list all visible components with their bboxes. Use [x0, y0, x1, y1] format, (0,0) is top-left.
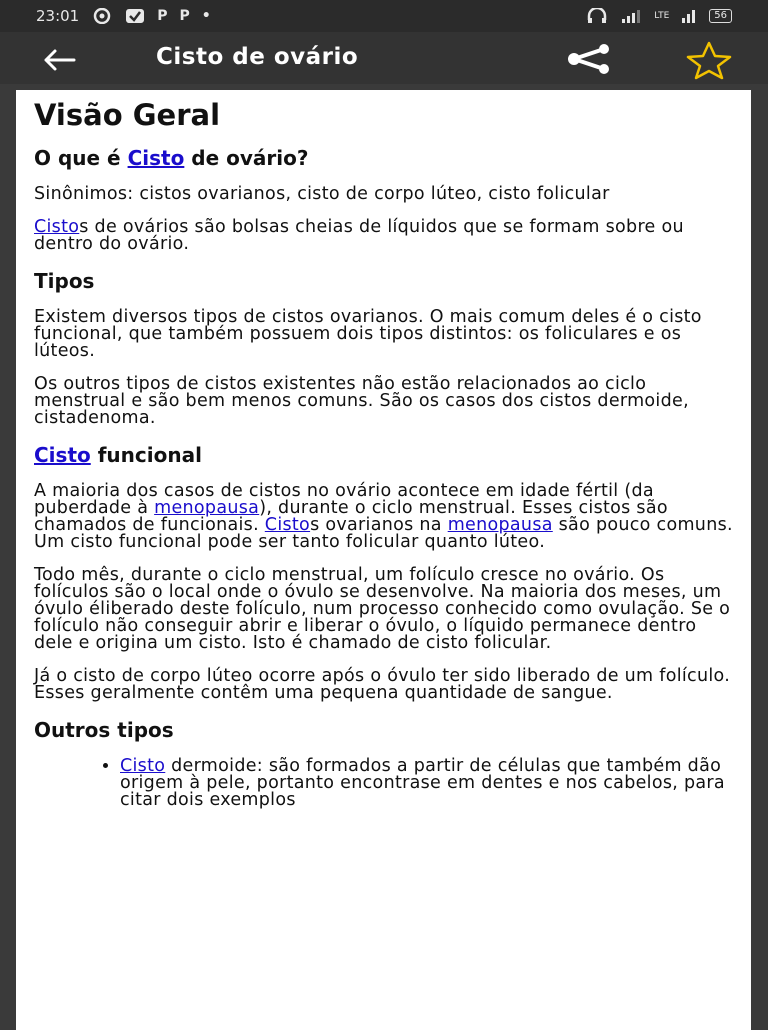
- status-bar: [0, 0, 768, 32]
- heading-text: funcional: [90, 443, 202, 467]
- luteal-paragraph: Já o cisto de corpo lúteo ocorre após o óvulo ter sido liberado de um folículo. Esses geralmente contêm uma pequena quantidade de sangue.: [34, 666, 731, 703]
- share-button[interactable]: [560, 44, 616, 74]
- menopausa-link[interactable]: menopausa: [154, 498, 260, 518]
- heading-text: O que é: [34, 146, 128, 170]
- heading-text: de ovário?: [184, 146, 309, 170]
- p-icon: P: [157, 8, 168, 24]
- app-bar: [0, 32, 768, 84]
- cisto-link[interactable]: Cisto: [127, 146, 185, 170]
- signal-icon: [681, 9, 697, 23]
- arrow-left-icon: [40, 46, 80, 74]
- paragraph-text: A maioria dos casos de cistos no ovário acontece em idade fértil (da puberdade à: [34, 481, 654, 518]
- share-icon: [560, 44, 616, 74]
- battery-indicator: 56: [709, 9, 732, 23]
- paragraph-text: são pouco comuns. Um cisto funcional pode ser tanto folicular quanto lúteo.: [34, 515, 733, 552]
- other-types-list: [34, 758, 733, 809]
- notification-icon: [91, 8, 113, 24]
- list-item-text: dermoide: são formados a partir de células que também dão origem à pele, portanto encontrase em dentes e nos cabelos, para citar dois exemplos: [120, 756, 725, 810]
- types-heading: Tipos: [34, 269, 95, 293]
- check-icon: [125, 8, 145, 24]
- overview-heading: Visão Geral: [34, 98, 221, 132]
- functional-paragraph: [34, 483, 733, 551]
- menopausa-link[interactable]: menopausa: [447, 515, 553, 535]
- definition-text: s de ovários são bolsas cheias de líquidos que se formam sobre ou dentro do ovário.: [34, 217, 684, 254]
- app-title: Cisto de ovário: [156, 44, 359, 70]
- back-button[interactable]: [40, 46, 80, 74]
- follicular-paragraph: Todo mês, durante o ciclo menstrual, um folículo cresce no ovário. Os folículos são o local onde o óvulo se desenvolve. Na maioria dos meses, um óvulo éliberado deste folículo, num processo conhecido como ovulação. Se o folículo não conseguir abrir e liberar o óvulo, o líquido permanece dentro dele e origina um cisto. Isto é chamado de cisto folicular.: [34, 565, 731, 653]
- cisto-link[interactable]: Cisto: [120, 756, 166, 776]
- cisto-link[interactable]: Cisto: [34, 443, 91, 467]
- cisto-link[interactable]: Cisto: [34, 217, 80, 237]
- status-time: 23:01: [36, 7, 80, 25]
- cisto-link[interactable]: Cisto: [264, 515, 311, 535]
- other-types-heading: Outros tipos: [34, 718, 174, 742]
- list-item: [120, 758, 733, 809]
- status-left: [36, 7, 211, 25]
- synonyms-paragraph: Sinônimos: cistos ovarianos, cisto de corpo lúteo, cisto folicular: [34, 184, 610, 204]
- paragraph-text: s ovarianos na: [310, 515, 448, 535]
- article-content: [16, 90, 751, 1030]
- lte-label: LTE: [654, 11, 670, 21]
- signal-icon: [620, 9, 642, 23]
- status-right: [586, 8, 732, 24]
- functional-cyst-heading: [34, 443, 733, 467]
- paragraph-text: ), durante o ciclo menstrual. Esses cistos são chamados de funcionais.: [34, 498, 668, 535]
- dot-icon: •: [201, 8, 211, 24]
- headset-icon: [586, 8, 608, 24]
- p-icon: P: [179, 8, 190, 24]
- other-types-paragraph: Os outros tipos de cistos existentes não estão relacionados ao ciclo menstrual e são bem menos comuns. São os casos dos cistos dermoide, cistadenoma.: [34, 374, 689, 428]
- types-paragraph: Existem diversos tipos de cistos ovarianos. O mais comum deles é o cisto funcional, que também possuem dois tipos distintos: os foliculares e os lúteos.: [34, 307, 702, 361]
- definition-paragraph: [34, 219, 733, 253]
- star-outline-icon: [680, 40, 738, 80]
- what-is-heading: [34, 146, 733, 170]
- favorite-button[interactable]: [680, 40, 738, 80]
